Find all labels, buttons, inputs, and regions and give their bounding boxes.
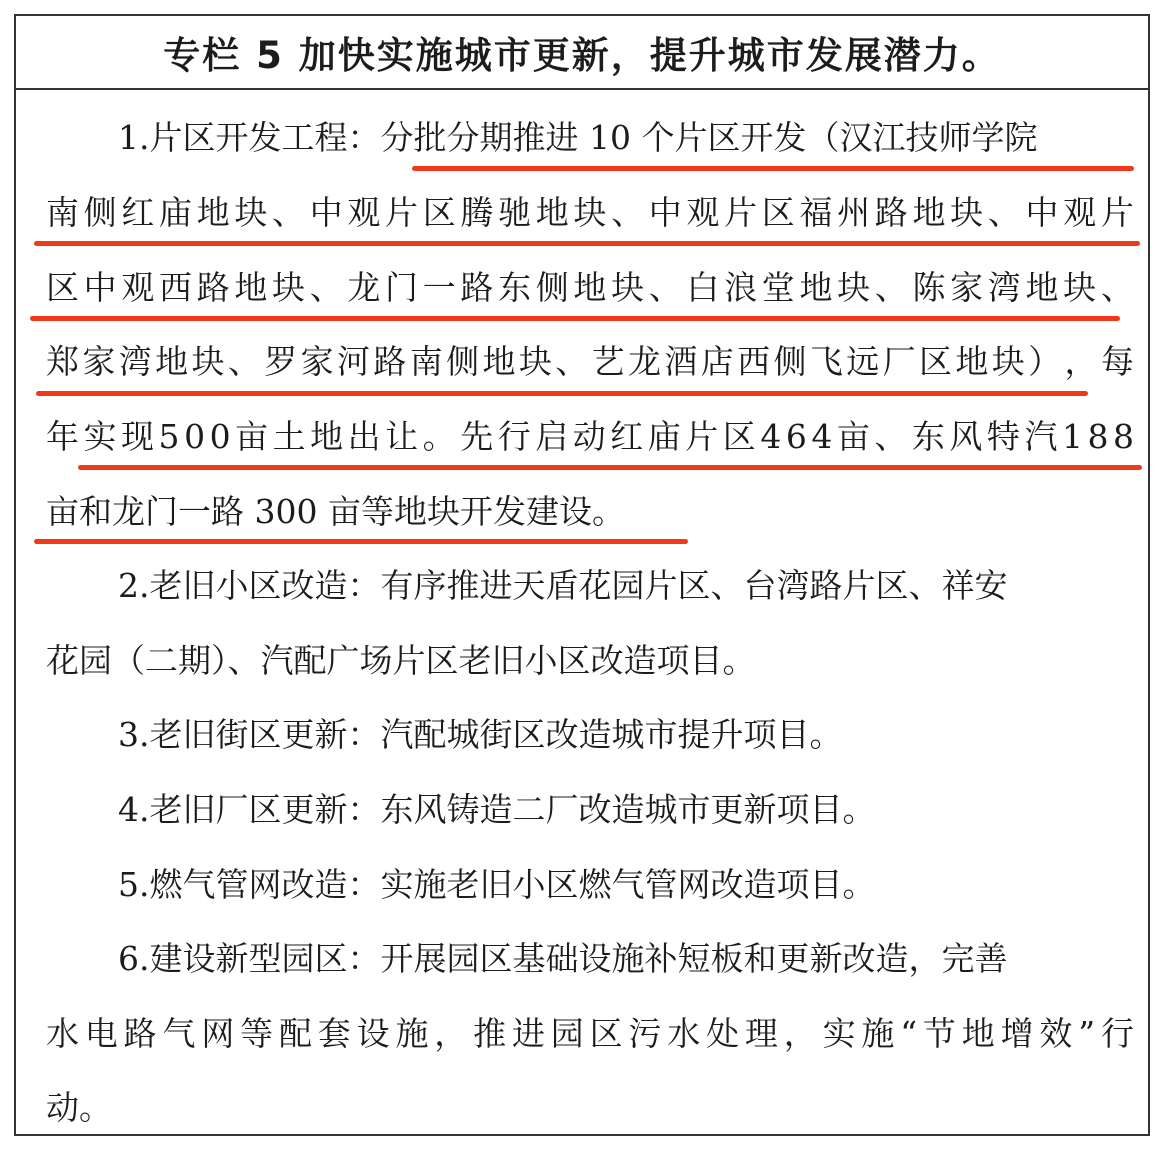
item-1-underline-2 — [34, 241, 1140, 246]
item-4-label: 4.老旧厂区更新： — [118, 790, 381, 829]
item-5-line-1 — [46, 865, 1134, 905]
column-box — [14, 14, 1150, 1136]
item-2-text-1: 有序推进天盾花园片区、台湾路片区、祥安 — [380, 566, 1008, 605]
item-1-text-1: 分批分期推进 10 个片区开发（汉江技师学院 — [380, 118, 1038, 157]
item-1-line-5: 年 实 现 5 0 0 亩 土 地 出 让 。 先 行 启 动 红 庙 片 区 4 6 4 亩 、 东 风 特 汽 1 8 8 — [46, 417, 1134, 456]
item-1-line-4: 郑 家 湾 地 块 、 罗 家 河 路 南 侧 地 块 、 艺 龙 酒 店 西 侧 飞 远 厂 区 地 块 ） ， 每 — [46, 342, 1134, 381]
item-6-line-3: 动。 — [46, 1088, 112, 1127]
item-2-line-1 — [46, 566, 1134, 606]
item-1-underline-5 — [78, 465, 1142, 470]
item-2-label: 2.老旧小区改造： — [118, 566, 381, 605]
item-1-line-1 — [46, 118, 1134, 158]
item-1-line-2: 南 侧 红 庙 地 块 、 中 观 片 区 腾 驰 地 块 、 中 观 片 区 福 州 路 地 块 、 中 观 片 — [46, 193, 1134, 232]
item-4-line-1 — [46, 790, 1134, 830]
item-1-underline-3 — [30, 316, 1120, 321]
item-6-line-2: 水 电 路 气 网 等 配 套 设 施 ， 推 进 园 区 污 水 处 理 ， 实 施 “ 节 地 增 效 ” 行 — [46, 1014, 1134, 1053]
column-title: 专栏 5 加快实施城市更新，提升城市发展潜力。 — [163, 34, 1001, 77]
item-1-underline-1 — [412, 166, 1134, 171]
item-6-line-1 — [46, 939, 1134, 979]
item-2-line-2: 花园（二期）、汽配广场片区老旧小区改造项目。 — [46, 641, 756, 680]
item-1-line-6: 亩和龙门一路 300 亩等地块开发建设。 — [46, 492, 625, 531]
item-5-text-1: 实施老旧小区燃气管网改造项目。 — [380, 865, 876, 904]
item-6-text-1: 开展园区基础设施补短板和更新改造，完善 — [380, 939, 1008, 978]
column-content — [16, 90, 1148, 1136]
item-4-text-1: 东风铸造二厂改造城市更新项目。 — [380, 790, 876, 829]
item-3-label: 3.老旧街区更新： — [118, 715, 381, 754]
item-1-label: 1.片区开发工程： — [118, 118, 381, 157]
item-1-underline-6 — [34, 539, 688, 544]
item-3-line-1 — [46, 715, 1134, 755]
item-6-label: 6.建设新型园区： — [118, 939, 381, 978]
item-1-line-3: 区 中 观 西 路 地 块 、 龙 门 一 路 东 侧 地 块 、 白 浪 堂 地 块 、 陈 家 湾 地 块 、 — [46, 268, 1134, 307]
item-1-underline-4 — [36, 391, 1088, 396]
item-3-text-1: 汽配城街区改造城市提升项目。 — [380, 715, 843, 754]
item-5-label: 5.燃气管网改造： — [118, 865, 381, 904]
title-bar — [16, 16, 1148, 90]
